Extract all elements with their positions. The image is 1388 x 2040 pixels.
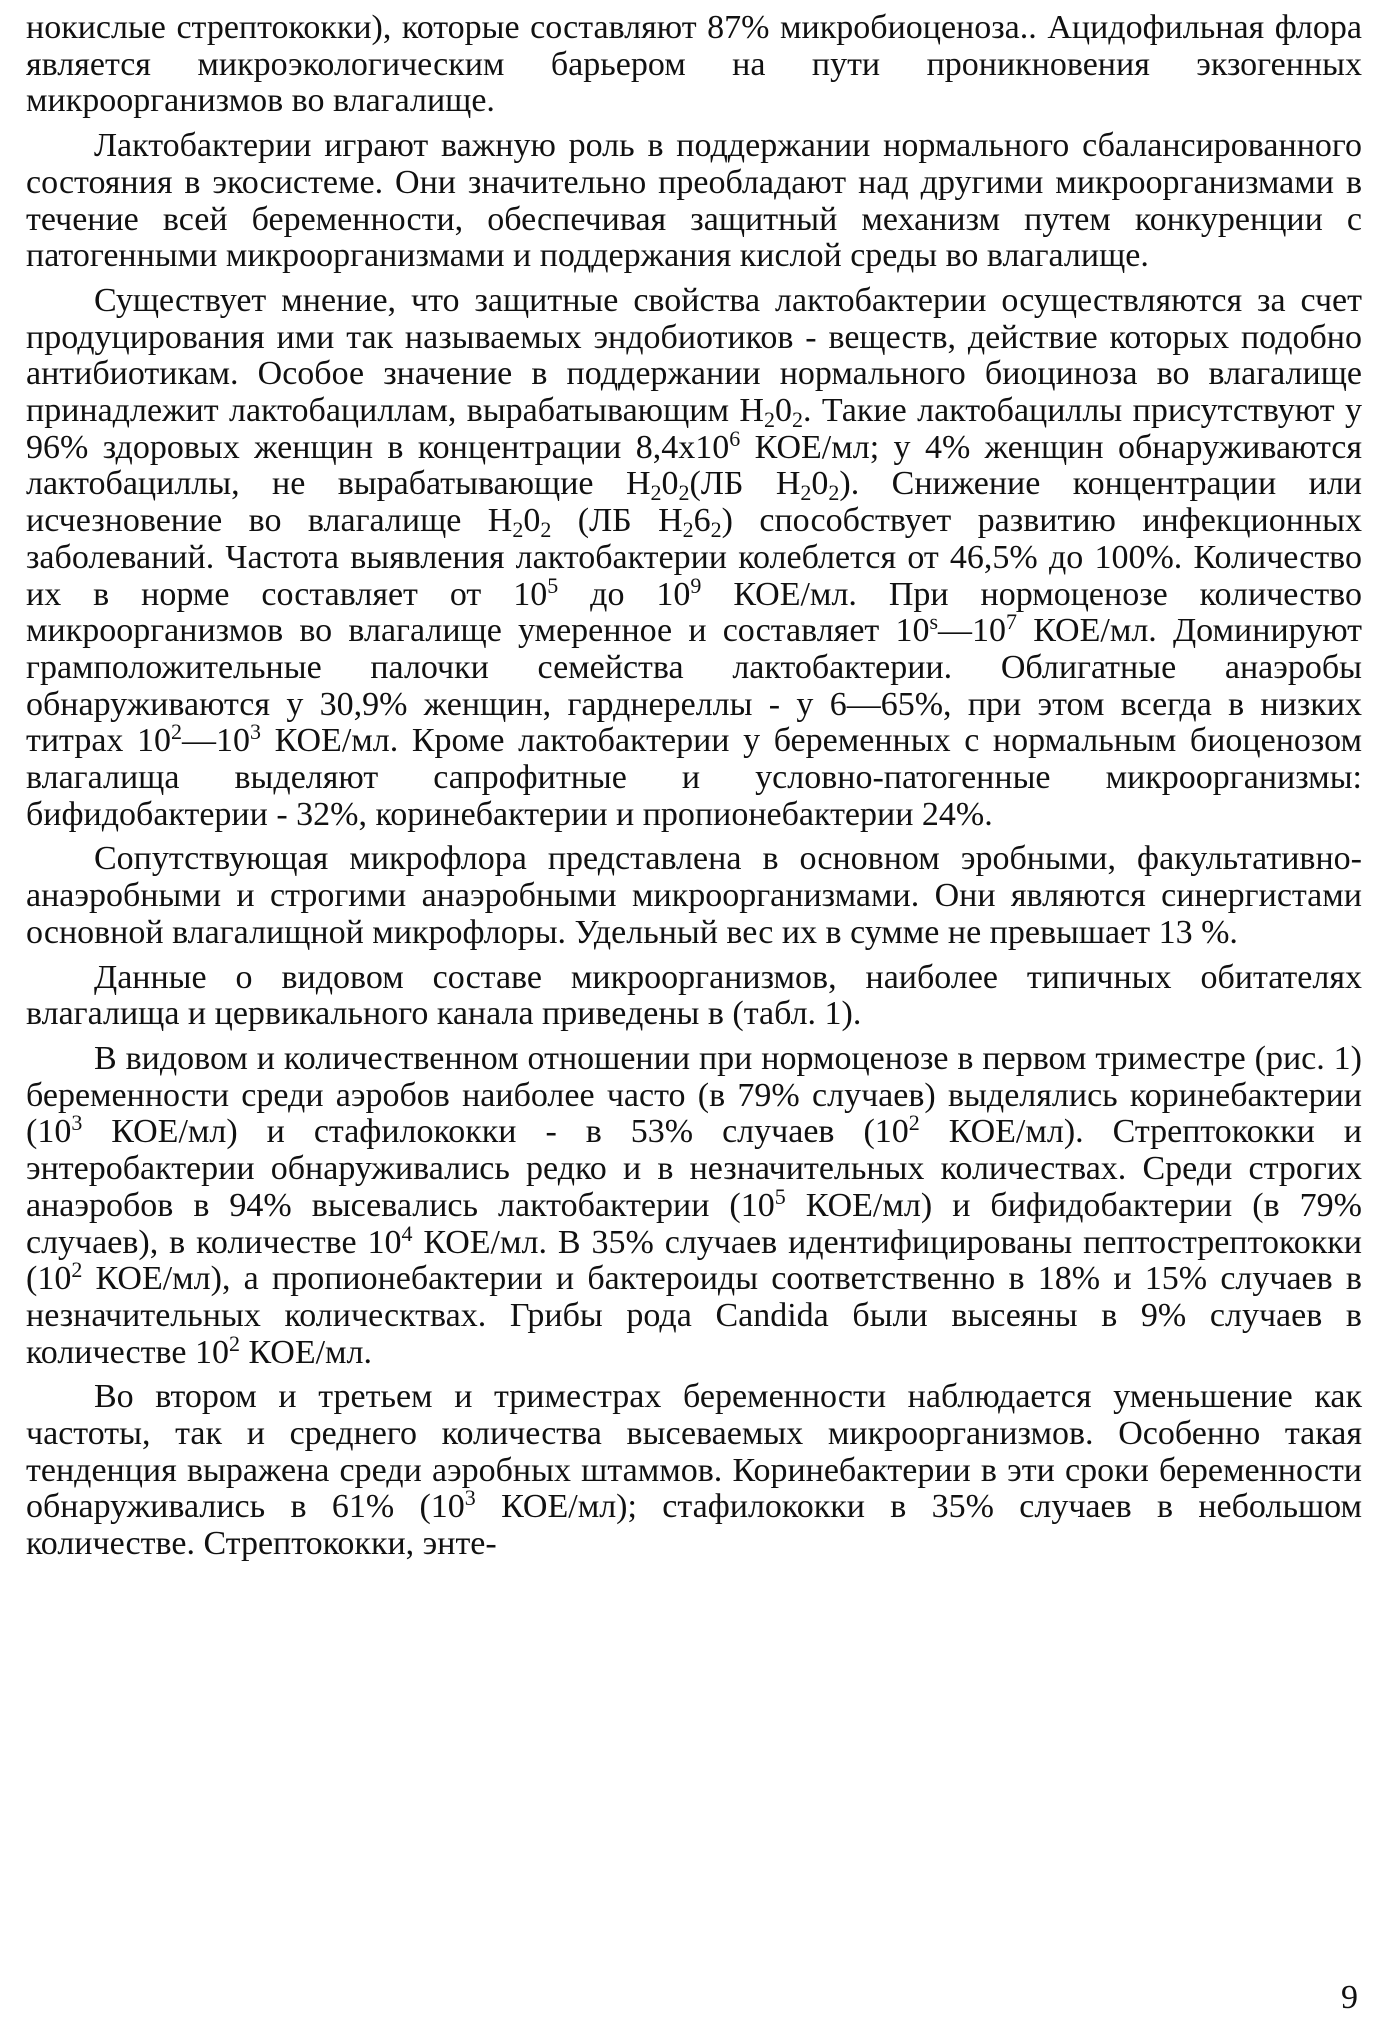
subscript: 2 bbox=[512, 517, 524, 543]
superscript: 7 bbox=[1006, 609, 1018, 635]
superscript: 2 bbox=[908, 1110, 920, 1136]
superscript: 4 bbox=[401, 1220, 413, 1246]
text-run: Данные о видовом составе микроорганизмов, наиболее типичных обитателях влагалища и цервикального канала приведены в (табл. 1). bbox=[26, 958, 1362, 1033]
subscript: 2 bbox=[763, 407, 775, 433]
text-run: Во втором и третьем и триместрах беременности наблюдается уменьшение как частоты, так и среднего количества высеваемых микроорганизмов. Особенно такая тенденция выражена среди аэробных штаммов. Коринебактерии в эти сроки беременности обнаруживались в 61% (10 bbox=[26, 1378, 1362, 1526]
text-run: (ЛБ Н bbox=[689, 465, 801, 503]
superscript: 2 bbox=[228, 1330, 240, 1356]
text-run: —10 bbox=[938, 612, 1007, 650]
superscript: 3 bbox=[250, 719, 262, 745]
text-run: КОЕ/мл), а пропионебактерии и бактероиды соответственно в 18% и 15% случаев в незначительных колическтвах. Грибы рода Candida были высеяны в 9% случаев в количестве 10 bbox=[26, 1260, 1362, 1371]
text-run: 0 bbox=[774, 392, 792, 430]
superscript: 5 bbox=[774, 1183, 786, 1209]
text-run: КОЕ/мл); стафилококки в 35% случаев в небольшом количестве. Стрептококки, энте- bbox=[26, 1488, 1362, 1563]
text-run: 6 bbox=[693, 502, 711, 540]
subscript: 2 bbox=[650, 480, 662, 506]
paragraph-7 bbox=[26, 1379, 1362, 1563]
text-run: КОЕ/мл) и бифидобактерии (в 79% случаев), в количестве 10 bbox=[26, 1186, 1362, 1261]
text-run: до 10 bbox=[558, 575, 691, 613]
paragraph-3 bbox=[26, 283, 1362, 834]
paragraph-6 bbox=[26, 1041, 1362, 1371]
subscript: 2 bbox=[800, 480, 812, 506]
text-run: КОЕ/мл; у 4% женщин обнаруживаются лактобациллы, не вырабатывающие Н bbox=[26, 428, 1362, 503]
text-run: КОЕ/мл. Доминируют грамположительные палочки семейства лактобактерии. Облигатные анаэробы обнаруживаются у 30,9% женщин, гарднереллы - у 6—65%, при этом всегда в низких титрах 10 bbox=[26, 612, 1363, 760]
superscript: 6 bbox=[729, 425, 741, 451]
subscript: 2 bbox=[791, 407, 803, 433]
text-run: Лактобактерии играют важную роль в поддержании нормального сбалансированного состояния в экосистеме. Они значительно преобладают над другими микроорганизмами в течение всей беременности, обеспечивая защитный механизм путем конкуренции с патогенными микроорганизмами и поддержания кислой среды во влагалище. bbox=[26, 127, 1362, 275]
page-number: 9 bbox=[1341, 1979, 1358, 2016]
text-run: КОЕ/мл. В 35% случаев идентифицированы пептострептококки (10 bbox=[26, 1223, 1362, 1298]
text-run: 0 bbox=[811, 465, 829, 503]
text-run: В видовом и количественном отношении при нормоценозе в первом триместре (рис. 1) беременности среди аэробов наиболее часто (в 79% случаев) выделялись коринебактерии (10 bbox=[26, 1039, 1362, 1151]
text-run: ). Снижение концентрации или исчезновение во влагалище Н bbox=[26, 465, 1362, 540]
superscript: 2 bbox=[171, 719, 183, 745]
text-run: . Такие лактобациллы присутствуют у 96% здоровых женщин в концентрации 8,4х10 bbox=[26, 392, 1363, 466]
superscript: 3 bbox=[71, 1110, 83, 1136]
text-run: КОЕ/мл. При нормоценозе количество микроорганизмов во влагалище умеренное и составляет 10 bbox=[26, 575, 1362, 650]
text-run: 0 bbox=[523, 502, 541, 540]
superscript: s bbox=[929, 609, 939, 635]
text-run: (ЛБ Н bbox=[551, 502, 683, 540]
subscript: 2 bbox=[682, 517, 694, 543]
superscript: 2 bbox=[71, 1257, 83, 1283]
superscript: 3 bbox=[464, 1485, 476, 1511]
text-run: —10 bbox=[182, 722, 251, 760]
text-run: нокислые стрептококки), которые составляют 87% микробиоценоза.. Ацидофильная флора является микроэкологическим барьером на пути проникновения экзогенных микроорганизмов во влагалище. bbox=[26, 9, 1362, 120]
subscript: 2 bbox=[828, 480, 840, 506]
text-run: ) способствует развитию инфекционных заболеваний. Частота выявления лактобактерии колеблется от 46,5% до 100%. Количество их в норме составляет от 10 bbox=[26, 502, 1362, 613]
paragraph-5 bbox=[26, 960, 1362, 1033]
superscript: 5 bbox=[547, 572, 559, 598]
text-run: КОЕ/мл). Стрептококки и энтеробактерии обнаруживались редко и в незначительных количествах. Среди строгих анаэробов в 94% высевались лактобактерии (10 bbox=[26, 1113, 1362, 1224]
text-run: КОЕ/мл. Кроме лактобактерии у беременных с нормальным биоценозом влагалища выделяют сапрофитные и условно-патогенные микроорганизмы: бифидобактерии - 32%, коринебактерии и пропионебактерии 24%. bbox=[26, 722, 1362, 833]
text-run: Существует мнение, что защитные свойства лактобактерии осуществляются за счет продуцирования ими так называемых эндобиотиков - веществ, действие которых подобно антибиотикам. Особое значение в поддержании нормального биоциноза во влагалище принадлежит лактобациллам, вырабатывающим Н bbox=[26, 281, 1362, 430]
document-page bbox=[26, 10, 1362, 1563]
paragraph-2 bbox=[26, 128, 1362, 275]
subscript: 2 bbox=[678, 480, 690, 506]
subscript: 2 bbox=[710, 517, 722, 543]
paragraph-4 bbox=[26, 841, 1362, 951]
paragraph-1 bbox=[26, 10, 1362, 120]
superscript: 9 bbox=[690, 572, 702, 598]
text-run: Сопутствующая микрофлора представлена в основном эробными, факультативно-анаэробными и строгими анаэробными микроорганизмами. Они являются синергистами основной влагалищной микрофлоры. Удельный вес их в сумме не превышает 13 %. bbox=[26, 840, 1362, 951]
text-run: КОЕ/мл. bbox=[239, 1333, 373, 1371]
text-run: 0 bbox=[661, 465, 679, 503]
text-run: КОЕ/мл) и стафилококки - в 53% случаев (10 bbox=[82, 1113, 909, 1151]
subscript: 2 bbox=[540, 517, 552, 543]
